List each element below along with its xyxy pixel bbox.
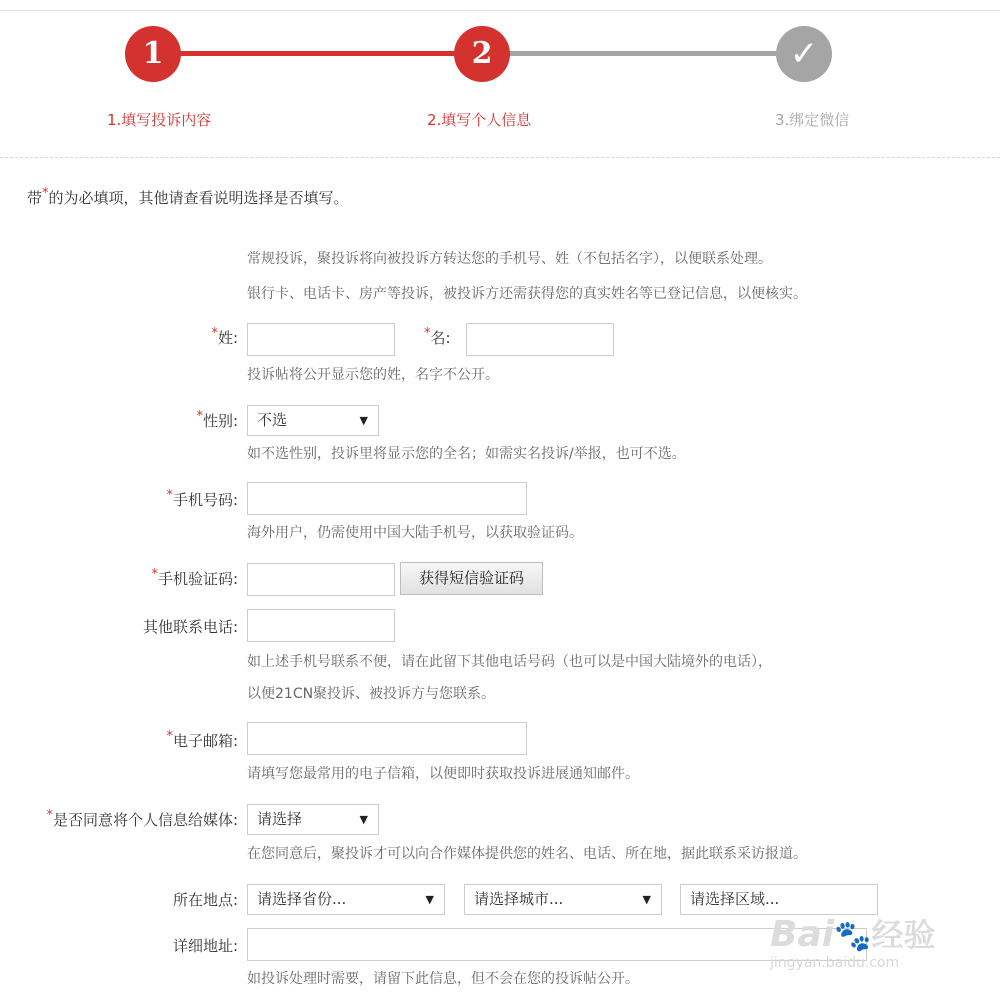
city-select-value: 请选择城市... bbox=[474, 890, 564, 908]
email-label bbox=[0, 730, 238, 751]
sms-code-label-text: 手机验证码: bbox=[157, 570, 238, 588]
chevron-down-icon: ▼ bbox=[359, 414, 368, 427]
step-1-circle: 1 bbox=[125, 26, 181, 82]
gender-select[interactable] bbox=[247, 405, 379, 436]
email-hint: 请填写您最常用的电子信箱，以便即时获取投诉进展通知邮件。 bbox=[247, 766, 639, 782]
email-input[interactable] bbox=[247, 722, 527, 755]
address-hint: 如投诉处理时需要，请留下此信息，但不会在您的投诉帖公开。 bbox=[247, 971, 639, 987]
notice-suffix: 的为必填项，其他请查看说明选择是否填写。 bbox=[48, 189, 349, 207]
baidu-watermark bbox=[770, 910, 935, 956]
gender-select-value: 不选 bbox=[257, 411, 288, 429]
required-star: * bbox=[151, 567, 158, 582]
other-phone-label bbox=[0, 616, 238, 637]
chevron-down-icon: ▼ bbox=[425, 893, 434, 906]
surname-label bbox=[0, 327, 238, 348]
given-name-label-text: 名: bbox=[430, 329, 451, 347]
address-label bbox=[0, 935, 238, 956]
other-phone-hint-2: 以便21CN聚投诉、被投诉方与您联系。 bbox=[247, 686, 496, 702]
location-label-text: 所在地点: bbox=[172, 891, 238, 909]
media-consent-label bbox=[0, 809, 238, 830]
phone-hint: 海外用户，仍需使用中国大陆手机号，以获取验证码。 bbox=[247, 525, 583, 541]
sms-code-input[interactable] bbox=[247, 563, 395, 596]
gender-label bbox=[0, 410, 238, 431]
required-star: * bbox=[166, 488, 173, 503]
watermark-url: jingyan.baidu.com bbox=[770, 955, 900, 971]
media-consent-select[interactable] bbox=[247, 804, 379, 835]
paw-icon: 🐾 bbox=[834, 919, 872, 954]
progress-bar-pending bbox=[508, 51, 782, 56]
location-label bbox=[0, 889, 238, 910]
chevron-down-icon: ▼ bbox=[642, 893, 651, 906]
province-select[interactable] bbox=[247, 884, 445, 915]
address-label-text: 详细地址: bbox=[172, 937, 238, 955]
intro-line-2: 银行卡、电话卡、房产等投诉，被投诉方还需获得您的真实姓名等已登记信息，以便核实。 bbox=[247, 286, 807, 302]
progress-bar-complete bbox=[180, 51, 460, 56]
required-star: * bbox=[166, 729, 173, 744]
other-phone-label-text: 其他联系电话: bbox=[142, 618, 238, 636]
surname-hint: 投诉帖将公开显示您的姓，名字不公开。 bbox=[247, 367, 499, 383]
gender-hint: 如不选性别，投诉里将显示您的全名；如需实名投诉/举报，也可不选。 bbox=[247, 446, 686, 462]
top-divider bbox=[0, 10, 1000, 11]
required-star: * bbox=[424, 326, 431, 341]
required-star: * bbox=[211, 326, 218, 341]
watermark-suffix: 经验 bbox=[871, 916, 936, 954]
given-name-label bbox=[424, 327, 451, 348]
chevron-down-icon: ▼ bbox=[359, 813, 368, 826]
phone-input[interactable] bbox=[247, 482, 527, 515]
email-label-text: 电子邮箱: bbox=[172, 732, 238, 750]
media-consent-label-text: 是否同意将个人信息给媒体: bbox=[52, 811, 238, 829]
required-star: * bbox=[42, 186, 49, 201]
intro-line-1: 常规投诉，聚投诉将向被投诉方转达您的手机号、姓（不包括名字），以便联系处理。 bbox=[247, 251, 772, 267]
media-consent-hint: 在您同意后，聚投诉才可以向合作媒体提供您的姓名、电话、所在地，据此联系采访报道。 bbox=[247, 846, 807, 862]
step-1-label: 1.填写投诉内容 bbox=[107, 111, 212, 129]
surname-input[interactable] bbox=[247, 323, 395, 356]
province-select-value: 请选择省份... bbox=[257, 890, 347, 908]
required-notice bbox=[27, 187, 349, 208]
notice-prefix: 带 bbox=[27, 189, 43, 207]
required-star: * bbox=[196, 409, 203, 424]
step-3-check-icon: ✓ bbox=[776, 26, 832, 82]
header-divider bbox=[0, 157, 1000, 158]
other-phone-input[interactable] bbox=[247, 609, 395, 642]
watermark-brand: Bai bbox=[770, 914, 835, 955]
phone-label-text: 手机号码: bbox=[172, 491, 238, 509]
city-select[interactable] bbox=[464, 884, 662, 915]
step-2-circle: 2 bbox=[454, 26, 510, 82]
surname-label-text: 姓: bbox=[217, 329, 238, 347]
district-select-value: 请选择区域... bbox=[690, 890, 780, 908]
get-sms-code-button[interactable]: 获得短信验证码 bbox=[400, 562, 543, 595]
phone-label bbox=[0, 489, 238, 510]
sms-code-label bbox=[0, 568, 238, 589]
other-phone-hint-1: 如上述手机号联系不便，请在此留下其他电话号码（也可以是中国大陆境外的电话）， bbox=[247, 654, 772, 670]
required-star: * bbox=[46, 808, 53, 823]
step-2-label: 2.填写个人信息 bbox=[427, 111, 532, 129]
media-consent-select-value: 请选择 bbox=[257, 810, 303, 828]
given-name-input[interactable] bbox=[466, 323, 614, 356]
gender-label-text: 性别: bbox=[202, 412, 238, 430]
step-3-label: 3.绑定微信 bbox=[775, 111, 850, 129]
